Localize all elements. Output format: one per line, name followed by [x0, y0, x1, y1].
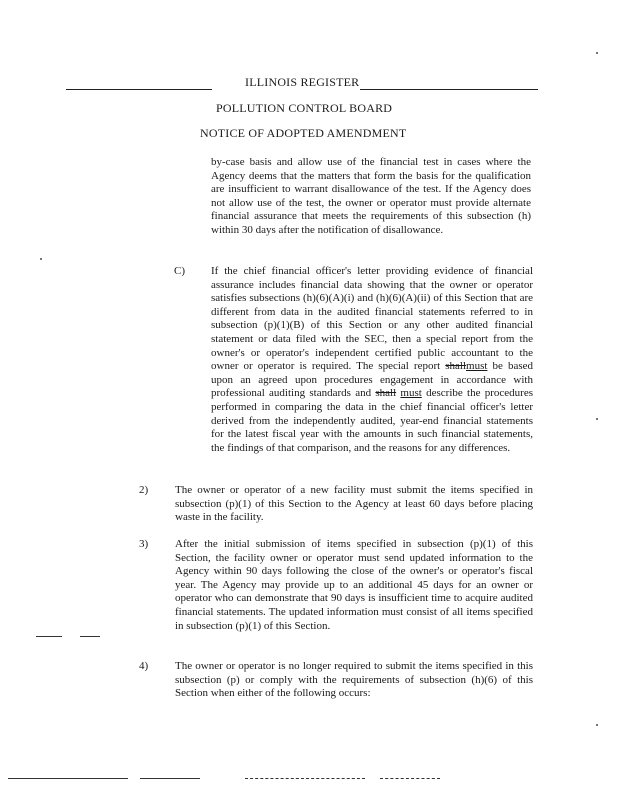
scan-artifact-left-mark — [36, 636, 62, 637]
item-2-label: 2) — [139, 484, 149, 496]
scan-artifact-bottom-line-4 — [380, 778, 440, 779]
scan-artifact-bottom-line-3 — [245, 778, 365, 779]
scan-artifact-dot-1 — [596, 52, 598, 54]
header-rule-left — [66, 89, 212, 90]
item-4-paragraph — [175, 660, 533, 701]
item-c-text-part2: be based upon an agreed upon procedures engagement in accordance with professional auditing standards and — [211, 360, 533, 400]
register-title: ILLINOIS REGISTER — [245, 75, 360, 89]
item-c-paragraph — [211, 265, 533, 455]
item-c-text — [211, 265, 533, 455]
scan-artifact-left-mark-2 — [80, 636, 100, 637]
item-c-text-part1: If the chief financial officer's letter providing evidence of financial assurance includes financial data showing that the owner or operator satisfies subsections (h)(6)(A)(i) and (h)(6)(A)(ii) of this Section that are different from data in the audited financial statements referred to in subsection (p)(1)(B) of this Section or any other audited financial statement or data filed with the SEC, then a special report from the owner's or operator's independent certified public accountant to the owner or operator is required. The special report — [211, 265, 533, 373]
item-4-text: The owner or operator is no longer required to submit the items specified in this subsection (p) or comply with the requirements of subsection (h)(6) of this Section when either of the following occurs: — [175, 660, 533, 700]
item-3-label: 3) — [139, 538, 149, 550]
struck-word-shall-2: shall — [375, 387, 397, 400]
item-c-label: C) — [174, 265, 185, 277]
notice-title: NOTICE OF ADOPTED AMENDMENT — [200, 126, 407, 140]
item-3-text: After the initial submission of items specified in subsection (p)(1) of this Section, the facility owner or operator must send updated information to the Agency within 90 days following the close of the owner's or operator's fiscal year. The Agency may provide up to an additional 45 days for an owner or operator who can demonstrate that 90 days is insufficient time to acquire audited financial statements. The updated information must consist of all items specified in subsection (p)(1) of this Section. — [175, 538, 533, 632]
continuation-text: by-case basis and allow use of the financial test in cases where the Agency deems that the matters that form the basis for the qualification are insufficient to warrant disallowance of the test. If the Agency does not allow use of the test, the owner or operator must provide alternate financial assurance that meets the requirements of this subsection (h) within 30 days after the notification of disallowance. — [211, 156, 531, 236]
inserted-word-must-2: must — [400, 387, 422, 400]
item-2-text: The owner or operator of a new facility must submit the items specified in subsection (p)(1) of this Section to the Agency at least 60 days before placing waste in the facility. — [175, 484, 533, 524]
item-3-paragraph — [175, 538, 533, 633]
scan-artifact-dot-3 — [596, 418, 598, 420]
item-c-text-part3: describe the procedures performed in comparing the data in the chief financial officer's letter derived from the independently audited, year-end financial statements for the latest fiscal year with the amounts in such financial statements, the findings of that comparison, and the reasons for any differences. — [211, 387, 534, 454]
inserted-word-must-1: must — [466, 360, 488, 373]
scan-artifact-bottom-line-1 — [8, 778, 128, 779]
item-4-label: 4) — [139, 660, 149, 672]
item-2-paragraph — [175, 484, 533, 525]
continuation-paragraph — [211, 156, 531, 238]
scan-artifact-bottom-line-2 — [140, 778, 200, 779]
scan-artifact-dot-2 — [40, 258, 42, 260]
board-title: POLLUTION CONTROL BOARD — [216, 101, 393, 115]
scan-artifact-dot-4 — [596, 724, 598, 726]
struck-word-shall-1: shall — [445, 360, 467, 373]
